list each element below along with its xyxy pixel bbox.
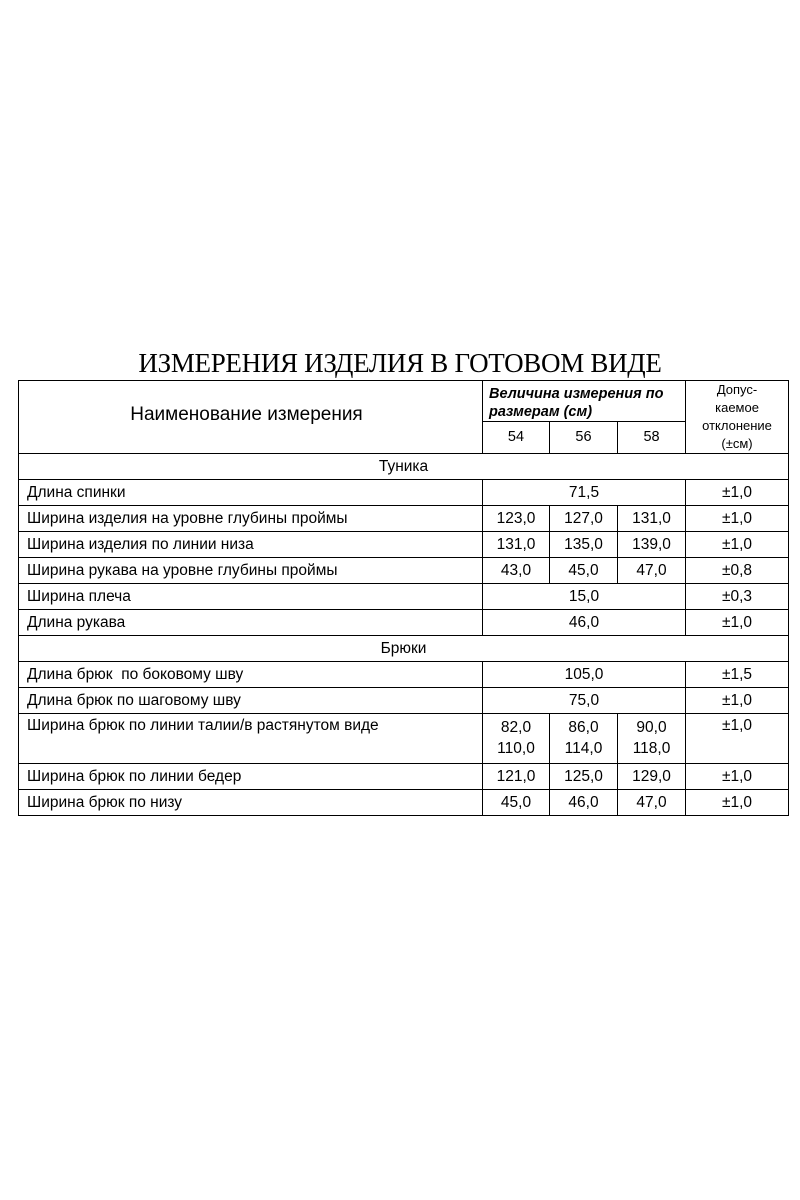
value-size-56: 125,0: [550, 764, 618, 790]
value-size-56: 127,0: [550, 506, 618, 532]
name-column-header: Наименование измерения: [19, 381, 483, 454]
value-size-54: [483, 714, 550, 764]
tolerance-value: ±0,8: [686, 558, 789, 584]
value-waist: 82,0: [500, 719, 532, 736]
value-size-58: 131,0: [618, 506, 686, 532]
value-size-58: 139,0: [618, 532, 686, 558]
value-waist: 86,0: [568, 719, 599, 736]
value-size-54: 43,0: [483, 558, 550, 584]
value-stretched: 118,0: [632, 740, 671, 757]
size-header-54: 54: [483, 422, 550, 454]
tolerance-value: ±1,0: [686, 790, 789, 816]
row-label: Длина рукава: [19, 610, 483, 636]
row-label: Ширина рукава на уровне глубины проймы: [19, 558, 483, 584]
value-waist: 90,0: [636, 719, 667, 736]
tolerance-value: ±0,3: [686, 584, 789, 610]
table-row: [19, 506, 789, 532]
measurements-table: [18, 380, 789, 816]
value-size-56: 45,0: [550, 558, 618, 584]
value-size-58: 47,0: [618, 558, 686, 584]
section-row: [19, 636, 789, 662]
section-row: [19, 454, 789, 480]
table-row: [19, 662, 789, 688]
table-row: [19, 532, 789, 558]
document-title: ИЗМЕРЕНИЯ ИЗДЕЛИЯ В ГОТОВОМ ВИДЕ: [138, 348, 662, 378]
value-size-54: 131,0: [483, 532, 550, 558]
table-row: [19, 584, 789, 610]
merged-value: 46,0: [483, 610, 686, 636]
header-row: [19, 381, 789, 422]
value-size-56: 135,0: [550, 532, 618, 558]
value-size-58: 47,0: [618, 790, 686, 816]
tolerance-value: ±1,0: [686, 480, 789, 506]
row-label: Ширина плеча: [19, 584, 483, 610]
value-stretched: 110,0: [497, 740, 535, 757]
tolerance-value: ±1,0: [686, 714, 789, 764]
tolerance-value: ±1,0: [686, 688, 789, 714]
section-title-tunic: Туника: [19, 454, 789, 480]
table-row: [19, 480, 789, 506]
merged-value: 105,0: [483, 662, 686, 688]
value-size-56: 46,0: [550, 790, 618, 816]
table-row: [19, 714, 789, 764]
row-label: Ширина брюк по линии талии/в растянутом виде: [19, 714, 483, 764]
value-size-54: 121,0: [483, 764, 550, 790]
tolerance-value: ±1,0: [686, 764, 789, 790]
table-row: [19, 764, 789, 790]
table-row: [19, 610, 789, 636]
value-size-58: 129,0: [618, 764, 686, 790]
merged-value: 71,5: [483, 480, 686, 506]
table-row: [19, 688, 789, 714]
row-label: Ширина изделия на уровне глубины проймы: [19, 506, 483, 532]
row-label: Ширина изделия по линии низа: [19, 532, 483, 558]
tolerance-value: ±1,0: [686, 610, 789, 636]
size-header-56: 56: [550, 422, 618, 454]
merged-value: 15,0: [483, 584, 686, 610]
table-row: [19, 558, 789, 584]
value-stretched: 114,0: [564, 740, 603, 757]
section-title-trousers: Брюки: [19, 636, 789, 662]
value-size-58: [618, 714, 686, 764]
merged-value: 75,0: [483, 688, 686, 714]
row-label: Длина брюк по боковому шву: [19, 662, 483, 688]
size-header-58: 58: [618, 422, 686, 454]
value-size-56: [550, 714, 618, 764]
tolerance-value: ±1,0: [686, 506, 789, 532]
row-label: Длина брюк по шаговому шву: [19, 688, 483, 714]
tolerance-column-header: Допус- каемое отклонение (±см): [686, 381, 789, 454]
row-label: Ширина брюк по линии бедер: [19, 764, 483, 790]
table-row: [19, 790, 789, 816]
size-group-header: Величина измерения по размерам (см): [483, 381, 686, 422]
value-size-54: 123,0: [483, 506, 550, 532]
value-size-54: 45,0: [483, 790, 550, 816]
tolerance-value: ±1,5: [686, 662, 789, 688]
row-label: Ширина брюк по низу: [19, 790, 483, 816]
tolerance-value: ±1,0: [686, 532, 789, 558]
row-label: Длина спинки: [19, 480, 483, 506]
